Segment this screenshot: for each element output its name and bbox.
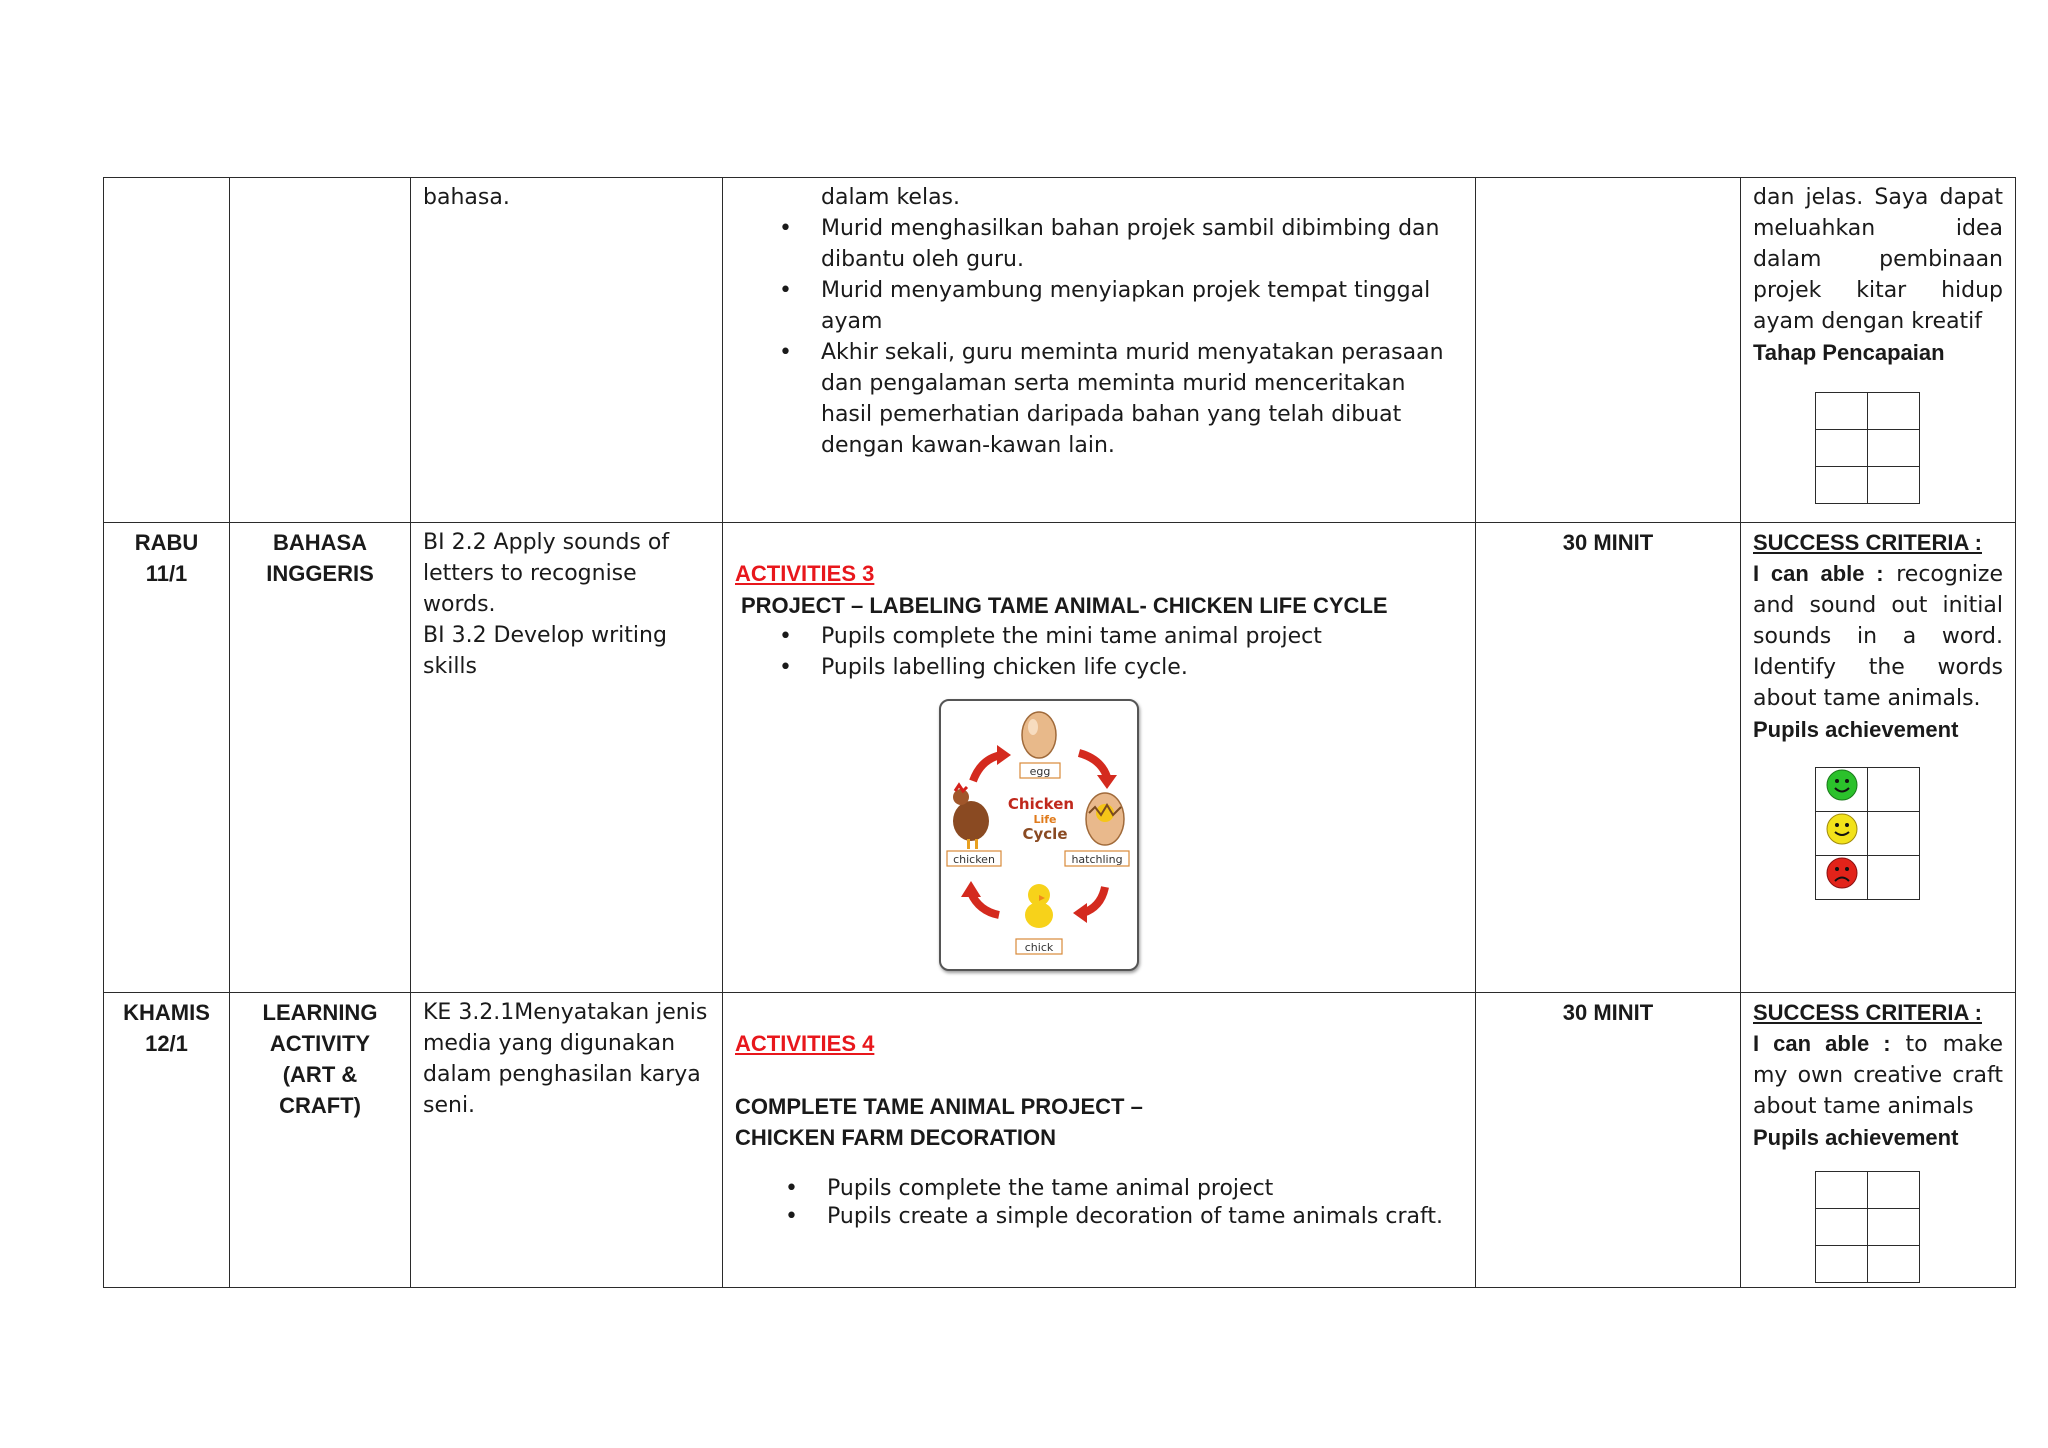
activity-label: ACTIVITIES 3 [735, 561, 875, 586]
table-row-rabu [104, 523, 2016, 993]
activity-cell [723, 523, 1476, 993]
label-hatchling: hatchling [1071, 853, 1123, 866]
subject-line: INGGERIS [266, 561, 374, 586]
day-name: KHAMIS [123, 1000, 210, 1025]
achievement-label: Pupils achievement [1753, 717, 1959, 742]
subject-line: BAHASA [272, 530, 368, 555]
standards-cell [411, 523, 723, 993]
list-item: • Murid menyambung menyiapkan projek tempat tinggal ayam [821, 275, 1463, 337]
day-cell [104, 993, 230, 1288]
list-item: • Pupils create a simple decoration of tame animals craft. [827, 1203, 1463, 1231]
criteria-text: recognize and sound out initial sounds in a word. Identify the words about tame animals. [1753, 562, 2003, 711]
activity-bullet-list [735, 213, 1463, 461]
success-criteria-heading: SUCCESS CRITERIA : [1753, 1000, 1982, 1025]
standard-item: BI 3.2 Develop writing skills [423, 623, 667, 679]
day-date: 11/1 [145, 561, 188, 586]
table-row-continuation [104, 178, 2016, 523]
subject-line: (ART & CRAFT) [279, 1062, 361, 1118]
list-item: • Murid menghasilkan bahan projek sambil dibimbing dan dibantu oleh guru. [821, 213, 1463, 275]
standard-item: KE 3.2.1Menyatakan jenis media yang digunakan dalam penghasilan karya seni. [423, 1000, 708, 1118]
subject-cell [230, 523, 411, 993]
day-name: RABU [134, 530, 199, 555]
table-row-khamis [104, 993, 2016, 1288]
achievement-label: Pupils achievement [1753, 1125, 1959, 1150]
cycle-title-line: Chicken [1007, 795, 1075, 813]
smiley-happy-green-icon [1825, 768, 1859, 802]
list-item: • Pupils complete the tame animal project [827, 1175, 1463, 1203]
label-chick: chick [1024, 941, 1054, 954]
day-date: 12/1 [145, 1031, 188, 1056]
smiley-yellow-cell [1816, 812, 1868, 856]
activity-heading: PROJECT – LABELING TAME ANIMAL- CHICKEN LIFE CYCLE [741, 593, 1388, 618]
activity-bullet-list [735, 1175, 1463, 1231]
duration-cell [1476, 178, 1741, 523]
chicken-life-cycle-image [939, 699, 1139, 971]
label-chicken: chicken [953, 853, 995, 866]
duration-cell: 30 MINIT [1476, 993, 1741, 1288]
activity-cell [723, 178, 1476, 523]
label-egg: egg [1029, 765, 1051, 778]
activity-label: ACTIVITIES 4 [735, 1031, 875, 1056]
standards-cell [411, 178, 723, 523]
criteria-text: to make my own creative craft about tame animals [1753, 1032, 2003, 1119]
list-item: • Pupils labelling chicken life cycle. [821, 652, 1463, 683]
achievement-grid [1815, 392, 1920, 504]
activity-bullet-list [735, 621, 1463, 683]
activity-continuation: dalam kelas. [821, 185, 961, 210]
achievement-smiley-grid [1815, 767, 1920, 900]
smiley-green-cell [1816, 768, 1868, 812]
smiley-happy-yellow-icon [1825, 812, 1859, 846]
subject-line: ACTIVITY [269, 1031, 371, 1056]
standards-text: bahasa. [423, 185, 510, 210]
subject-line: LEARNING [262, 1000, 378, 1025]
activity-cell [723, 993, 1476, 1288]
cycle-title-line: Life [1033, 813, 1057, 826]
achievement-label: Tahap Pencapaian [1753, 340, 1945, 365]
lesson-plan-table [103, 177, 2016, 1288]
list-item: • Akhir sekali, guru meminta murid menyatakan perasaan dan pengalaman serta meminta murid menceritakan hasil pemerhatian daripada bahan yang telah dibuat dengan kawan-kawan lain. [821, 337, 1463, 461]
criteria-text: dan jelas. Saya dapat meluahkan idea dalam pembinaan projek kitar hidup ayam dengan kreatif [1753, 185, 2003, 334]
day-cell [104, 178, 230, 523]
criteria-cell [1741, 993, 2016, 1288]
smiley-sad-red-icon [1825, 856, 1859, 890]
activity-heading-line: CHICKEN FARM DECORATION [735, 1125, 1057, 1150]
success-criteria-heading: SUCCESS CRITERIA : [1753, 530, 1982, 555]
subject-cell [230, 993, 411, 1288]
achievement-grid [1815, 1171, 1920, 1283]
list-item: • Pupils complete the mini tame animal project [821, 621, 1463, 652]
criteria-lead: I can able : [1753, 561, 1884, 586]
smiley-red-cell [1816, 856, 1868, 900]
criteria-lead: I can able : [1753, 1031, 1891, 1056]
day-cell [104, 523, 230, 993]
activity-heading-line: COMPLETE TAME ANIMAL PROJECT – [735, 1094, 1143, 1119]
subject-cell [230, 178, 411, 523]
criteria-cell [1741, 178, 2016, 523]
standards-cell [411, 993, 723, 1288]
criteria-cell [1741, 523, 2016, 993]
duration-cell: 30 MINIT [1476, 523, 1741, 993]
standard-item: BI 2.2 Apply sounds of letters to recognise words. [423, 530, 670, 617]
cycle-title-line: Cycle [1022, 825, 1068, 843]
